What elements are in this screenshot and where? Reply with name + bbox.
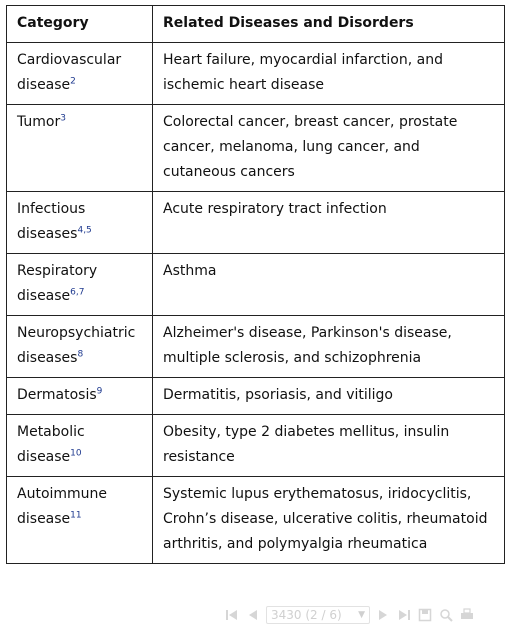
first-page-icon[interactable] [224,606,240,624]
citation-ref[interactable]: 9 [96,386,103,397]
citation-ref[interactable]: 4,5 [77,225,92,236]
header-related-diseases: Related Diseases and Disorders [153,6,505,43]
related-diseases-cell: Asthma [153,254,505,316]
table-row [7,192,505,254]
last-page-icon[interactable] [396,606,412,624]
table-row [7,415,505,477]
related-diseases-cell: Colorectal cancer, breast cancer, prostate cancer, melanoma, lung cancer, and cutaneous cancers [153,105,505,192]
table-row [7,378,505,415]
category-cell [7,43,153,105]
header-category: Category [7,6,153,43]
category-label: Dermatosis [17,387,97,403]
citation-ref[interactable]: 2 [70,76,76,87]
category-label: Tumor [17,114,61,130]
related-diseases-cell: Dermatitis, psoriasis, and vitiligo [153,378,505,415]
related-diseases-cell: Systemic lupus erythematosus, iridocyclitis, Crohn’s disease, ulcerative colitis, rheumatoid arthritis, and polymyalgia rheumatica [153,477,505,564]
category-label: Infectious diseases [17,201,86,242]
prev-page-icon[interactable] [245,606,261,624]
table-row [7,105,505,192]
citation-ref[interactable]: 10 [70,448,82,459]
category-cell [7,415,153,477]
category-label: Respiratory disease [17,263,98,304]
next-page-icon[interactable] [375,606,391,624]
citation-ref[interactable]: 8 [77,349,84,360]
category-cell [7,378,153,415]
save-icon[interactable] [417,606,433,624]
citation-ref[interactable]: 11 [70,510,82,521]
table-row [7,316,505,378]
related-diseases-cell: Acute respiratory tract infection [153,192,505,254]
category-cell [7,192,153,254]
category-label: Neuropsychiatric diseases [17,325,136,366]
category-label: Cardiovascular disease [17,52,122,93]
table-row [7,477,505,564]
diseases-table [6,5,505,564]
table-row [7,254,505,316]
pager-toolbar [224,603,514,627]
category-label: Autoimmune disease [17,486,108,527]
category-cell [7,254,153,316]
citation-ref[interactable]: 6,7 [70,287,85,298]
zoom-icon[interactable] [438,606,454,624]
print-icon[interactable] [459,606,475,624]
chevron-down-icon: ▼ [358,610,365,620]
category-label: Metabolic disease [17,424,85,465]
page-select-value: 3430 (2 / 6) [271,608,342,622]
related-diseases-cell: Heart failure, myocardial infarction, and ischemic heart disease [153,43,505,105]
table-row [7,43,505,105]
table-body [7,43,505,564]
table-header-row [7,6,505,43]
page-select[interactable] [266,606,370,624]
citation-ref[interactable]: 3 [60,113,66,124]
category-cell [7,316,153,378]
category-cell [7,477,153,564]
category-cell [7,105,153,192]
related-diseases-cell: Obesity, type 2 diabetes mellitus, insulin resistance [153,415,505,477]
related-diseases-cell: Alzheimer's disease, Parkinson's disease, multiple sclerosis, and schizophrenia [153,316,505,378]
